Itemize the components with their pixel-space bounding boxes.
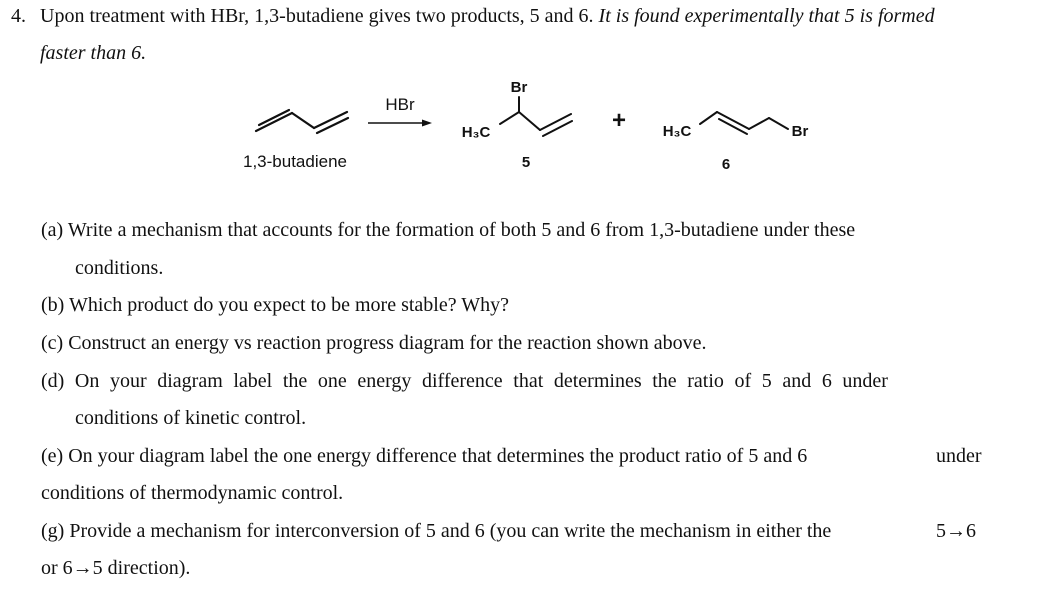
part-e-line-2: conditions of thermodynamic control. bbox=[41, 482, 344, 504]
product6-methyl: H₃C bbox=[662, 123, 692, 140]
product5-structure bbox=[500, 97, 572, 136]
product5-label: 5 bbox=[521, 154, 531, 171]
reactant-label: 1,3-butadiene bbox=[243, 152, 347, 171]
part-g-end: 5→6 bbox=[936, 520, 976, 542]
part-c: (c) Construct an energy vs reaction progress diagram for the reaction shown above. bbox=[41, 332, 707, 354]
part-a-line-2: conditions. bbox=[75, 257, 164, 279]
reaction-scheme bbox=[0, 0, 1045, 200]
question-number: 4. bbox=[11, 5, 26, 27]
question-intro: Upon treatment with HBr, 1,3-butadiene gives two products, 5 and 6. bbox=[40, 5, 594, 27]
reagent-label: HBr bbox=[385, 95, 415, 114]
part-a-line-1 bbox=[41, 218, 1001, 242]
part-e-line-1 bbox=[41, 444, 987, 468]
product5-methyl: H₃C bbox=[461, 124, 491, 141]
question-intro-italic: It is found experimentally that 5 is formed bbox=[598, 5, 935, 27]
reaction-arrow bbox=[368, 120, 432, 127]
part-a-text: (a) Write a mechanism that accounts for the formation of both 5 and 6 from 1,3-butadiene under these bbox=[41, 219, 856, 241]
part-g-line-2: or 6→5 direction). bbox=[41, 557, 191, 579]
part-e-text: (e) On your diagram label the one energy difference that determines the product ratio of 5 and 6 bbox=[41, 445, 808, 467]
part-e-end: under bbox=[936, 445, 982, 467]
product6-structure bbox=[700, 112, 788, 134]
part-d-line-2: conditions of kinetic control. bbox=[75, 407, 307, 429]
product5-br: Br bbox=[510, 79, 528, 96]
part-g-text: (g) Provide a mechanism for interconversion of 5 and 6 (you can write the mechanism in either the bbox=[41, 520, 832, 542]
product6-br: Br bbox=[791, 123, 809, 140]
question-intro-italic-cont: faster than 6. bbox=[40, 42, 147, 64]
product6-label: 6 bbox=[721, 156, 731, 173]
part-g-line-1 bbox=[41, 519, 981, 543]
butadiene-structure bbox=[256, 110, 348, 133]
part-b: (b) Which product do you expect to be more stable? Why? bbox=[41, 294, 509, 316]
part-d-line-1: (d) On your diagram label the one energy difference that determines the ratio of 5 and 6 under bbox=[41, 370, 888, 392]
plus-sign: + bbox=[611, 107, 627, 134]
